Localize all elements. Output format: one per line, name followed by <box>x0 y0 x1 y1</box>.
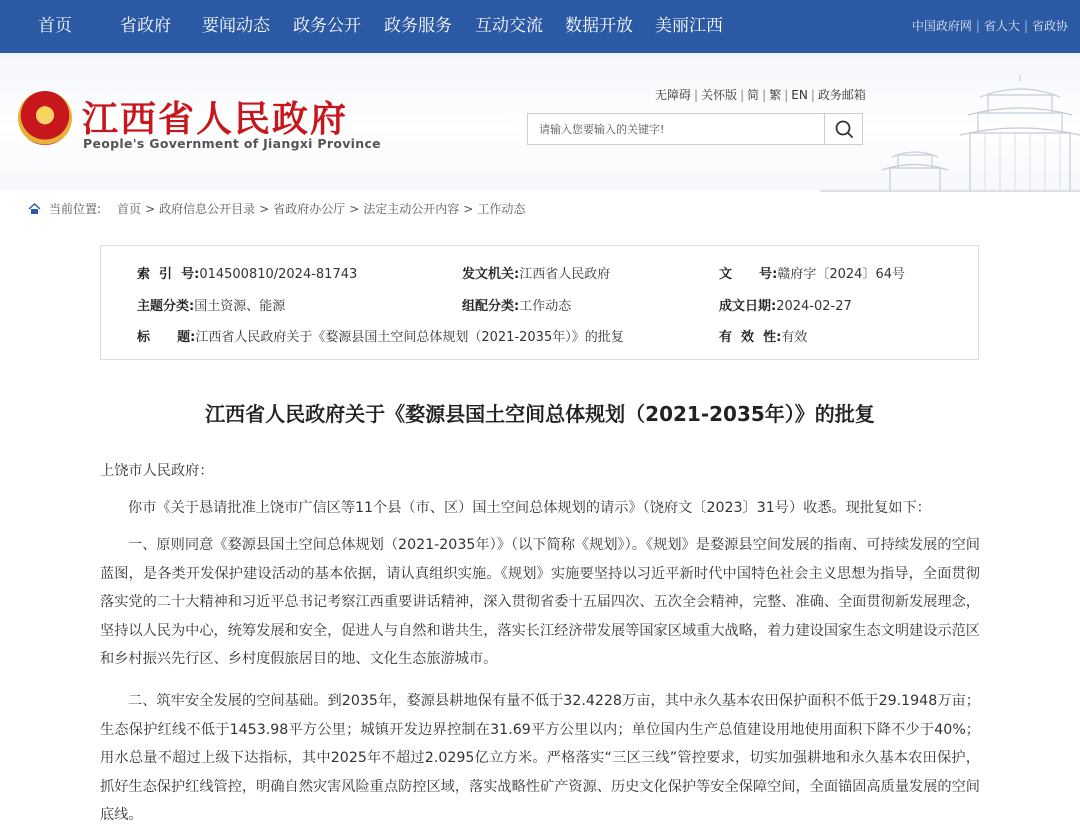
site-subtitle: People's Government of Jiangxi Province <box>83 136 381 151</box>
meta-subject-value: 江西省人民政府关于《婺源县国土空间总体规划（2021-2035年）》的批复 <box>195 330 624 345</box>
paragraph-2: 一、原则同意《婺源县国土空间总体规划（2021-2035年）》（以下简称《规划》）。《规划》是婺源县空间发展的指南、可持续发展的空间蓝图，是各类开发保护建设活动的基本依据，请认真组织实施。《规划》实施要坚持以习近平新时代中国特色社会主义思想为指导，全面贯彻落实党的二十大精神和习近平总书记考察江西重要讲话精神，深入贯彻省委十五届四次、五次全会精神，完整、准确、全面贯彻新发展理念，坚持以人民为中心，统筹发展和安全，促进人与自然和谐共生，落实长江经济带发展等国家区域重大战略，着力建设国家生态文明建设示范区和乡村振兴先行区、乡村度假旅居目的地、文化生态旅游城市。 <box>100 537 980 667</box>
breadcrumb-label: 当前位置: <box>49 202 102 216</box>
nav-item-beautiful-jiangxi[interactable]: 美丽江西 <box>655 16 723 36</box>
meta-topic-value: 国土资源、能源 <box>194 299 286 314</box>
meta-issuer <box>462 263 610 282</box>
meta-group-value: 工作动态 <box>519 299 572 314</box>
meta-validity-label: 有 效 性: <box>719 330 782 345</box>
nav-item-gov-services[interactable]: 政务服务 <box>384 16 452 36</box>
document-meta-box <box>100 245 979 360</box>
meta-date <box>719 295 852 314</box>
link-simplified[interactable]: 简 <box>747 88 760 102</box>
link-china-gov[interactable]: 中国政府网 <box>911 19 972 33</box>
meta-group <box>462 295 571 314</box>
breadcrumb-general-office[interactable]: 省政府办公厅 <box>273 202 346 216</box>
meta-date-value: 2024-02-27 <box>776 299 852 314</box>
pagoda-illustration <box>817 73 1080 193</box>
meta-docno-value: 赣府字〔2024〕64号 <box>777 267 905 282</box>
link-provincial-congress[interactable]: 省人大 <box>983 19 1020 33</box>
nav-item-provincial-gov[interactable]: 省政府 <box>120 16 171 36</box>
link-traditional[interactable]: 繁 <box>769 88 782 102</box>
link-provincial-cppcc[interactable]: 省政协 <box>1031 19 1068 33</box>
breadcrumb-statutory-content[interactable]: 法定主动公开内容 <box>363 202 460 216</box>
meta-docno <box>719 263 905 282</box>
breadcrumb-info-catalog[interactable]: 政府信息公开目录 <box>159 202 256 216</box>
meta-docno-label: 文 号: <box>719 267 778 282</box>
search-box <box>527 113 863 145</box>
nav-item-gov-affairs-open[interactable]: 政务公开 <box>293 16 361 36</box>
external-links: 中国政府网 | 省人大 | 省政协 <box>911 19 1068 33</box>
link-accessibility[interactable]: 无障碍 <box>655 88 692 102</box>
breadcrumb-home[interactable]: 首页 <box>117 202 142 216</box>
meta-group-label: 组配分类: <box>462 299 520 314</box>
meta-topic <box>137 295 285 314</box>
addressee: 上饶市人民政府： <box>100 463 214 479</box>
nav-item-open-data[interactable]: 数据开放 <box>565 16 633 36</box>
meta-subject <box>137 326 624 345</box>
national-emblem-icon: ★ <box>18 91 72 145</box>
link-english[interactable]: EN <box>791 88 808 102</box>
link-gov-mailbox[interactable]: 政务邮箱 <box>817 88 866 102</box>
meta-index-label: 索 引 号: <box>137 267 200 282</box>
meta-issuer-label: 发文机关: <box>462 267 520 282</box>
meta-validity <box>719 326 807 345</box>
breadcrumb: 当前位置: 首页 > 政府信息公开目录 > 省政府办公厅 > 法定主动公开内容 > 工作动态 <box>28 200 525 217</box>
site-header <box>0 53 1080 190</box>
link-care-version[interactable]: 关怀版 <box>701 88 738 102</box>
tool-links: 无障碍 | 关怀版 | 简 | 繁 | EN | 政务邮箱 <box>655 88 866 102</box>
meta-index-value: 014500810/2024-81743 <box>199 267 358 282</box>
nav-item-news[interactable]: 要闻动态 <box>202 16 270 36</box>
meta-subject-label: 标 题: <box>137 330 196 345</box>
nav-item-home[interactable]: 首页 <box>38 16 72 36</box>
top-nav-bar <box>0 0 1080 53</box>
meta-date-label: 成文日期: <box>719 299 777 314</box>
meta-validity-value: 有效 <box>781 330 808 345</box>
paragraph-3: 二、筑牢安全发展的空间基础。到2035年，婺源县耕地保有量不低于32.4228万亩，其中永久基本农田保护面积不低于29.1948万亩；生态保护红线不低于1453.98平方公里；城镇开发边界控制在31.69平方公里以内；单位国内生产总值建设用地使用面积下降不少于40%；用水总量不超过上级下达指标，其中2025年不超过2.0295亿立方米。严格落实“三区三线”管控要求，切实加强耕地和永久基本农田保护，抓好生态保护红线管控，明确自然灾害风险重点防控区域，落实战略性矿产资源、历史文化保护等安全保障空间，全面锚固高质量发展的空间底线。 <box>100 693 980 823</box>
nav-item-interaction[interactable]: 互动交流 <box>475 16 543 36</box>
site-title[interactable]: 江西省人民政府 <box>82 98 349 140</box>
meta-issuer-value: 江西省人民政府 <box>519 267 611 282</box>
paragraph-1: 你市《关于恳请批准上饶市广信区等11个县（市、区）国土空间总体规划的请示》（饶府文〔2023〕31号）收悉。现批复如下： <box>128 500 931 516</box>
meta-index <box>137 263 357 282</box>
document-title: 江西省人民政府关于《婺源县国土空间总体规划（2021-2035年）》的批复 <box>205 402 875 426</box>
breadcrumb-work-news[interactable]: 工作动态 <box>477 202 526 216</box>
meta-topic-label: 主题分类: <box>137 299 195 314</box>
search-input[interactable] <box>528 114 824 144</box>
home-icon <box>28 203 41 215</box>
